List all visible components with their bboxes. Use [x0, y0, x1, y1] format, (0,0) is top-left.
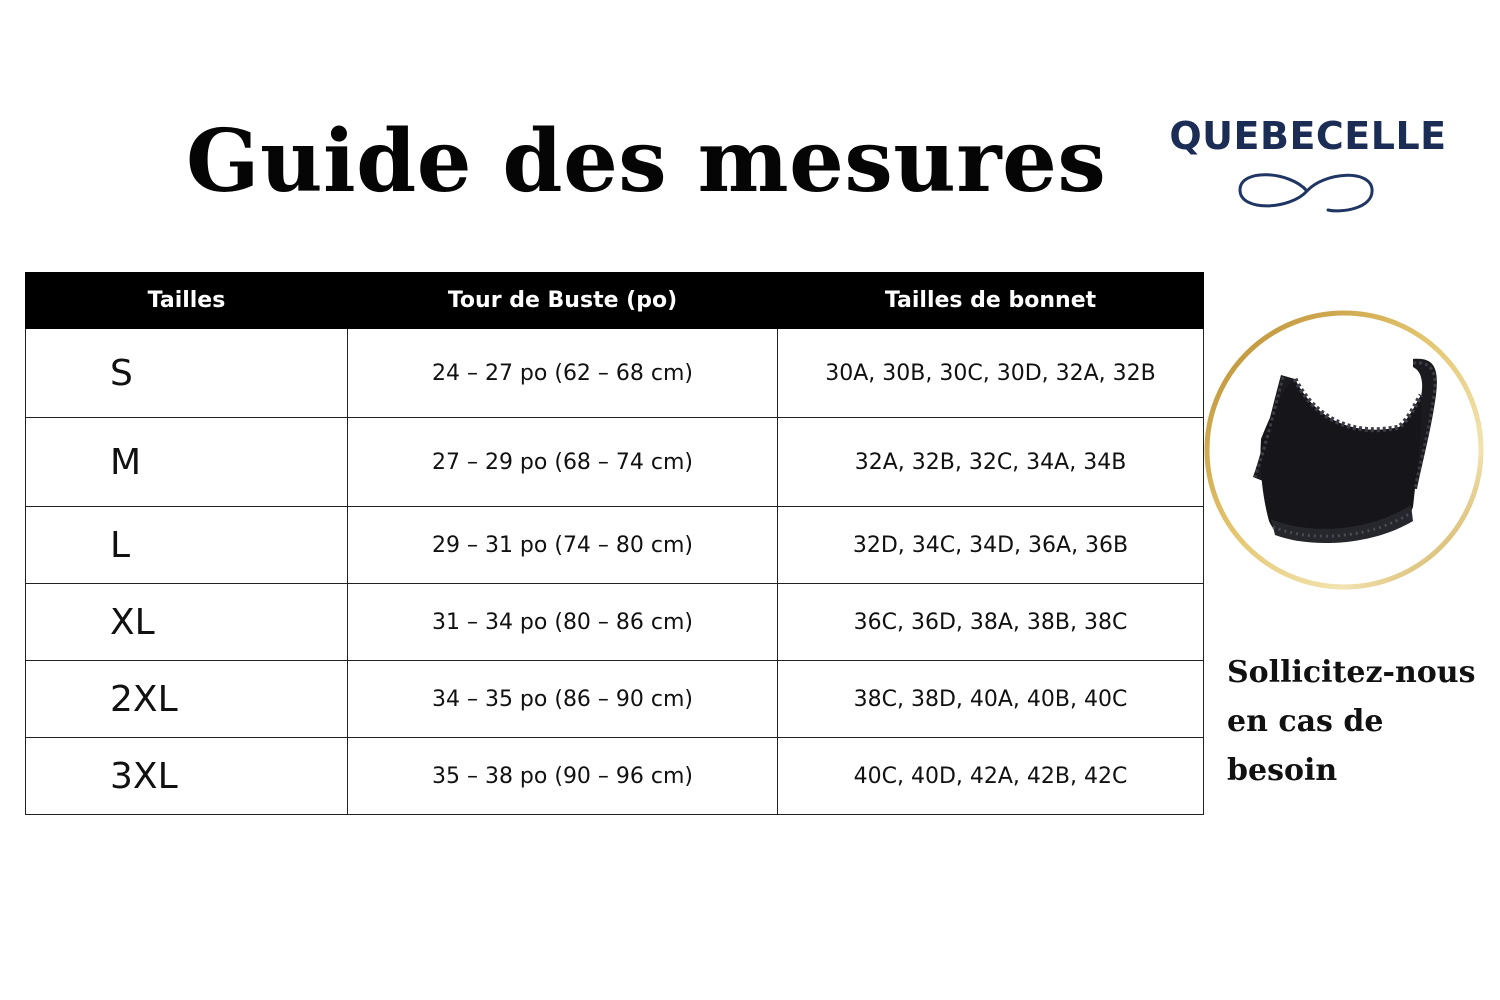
- cups-cell: 32D, 34C, 34D, 36A, 36B: [778, 507, 1204, 584]
- table-row: [26, 507, 1204, 584]
- size-cell: 3XL: [26, 738, 348, 815]
- header-cup-sizes: Tailles de bonnet: [778, 273, 1204, 329]
- cups-cell: 40C, 40D, 42A, 42B, 42C: [778, 738, 1204, 815]
- header-bust: Tour de Buste (po): [348, 273, 778, 329]
- size-cell: 2XL: [26, 661, 348, 738]
- page-title: Guide des mesures: [186, 111, 1107, 212]
- bust-cell: 27 – 29 po (68 – 74 cm): [348, 418, 778, 507]
- cups-cell: 32A, 32B, 32C, 34A, 34B: [778, 418, 1204, 507]
- size-guide-table: [25, 272, 1204, 815]
- quebecelle-logo: [1160, 112, 1460, 222]
- bust-cell: 35 – 38 po (90 – 96 cm): [348, 738, 778, 815]
- table-row: [26, 584, 1204, 661]
- size-cell: L: [26, 507, 348, 584]
- size-cell: S: [26, 329, 348, 418]
- size-cell: M: [26, 418, 348, 507]
- bust-cell: 31 – 34 po (80 – 86 cm): [348, 584, 778, 661]
- infinity-icon: [1232, 166, 1382, 216]
- header-sizes: Tailles: [26, 273, 348, 329]
- product-bra-image: [1203, 309, 1485, 591]
- size-cell: XL: [26, 584, 348, 661]
- bust-cell: 24 – 27 po (62 – 68 cm): [348, 329, 778, 418]
- bust-cell: 34 – 35 po (86 – 90 cm): [348, 661, 778, 738]
- help-message: Sollicitez-nous en cas de besoin: [1227, 655, 1476, 788]
- table-row: [26, 418, 1204, 507]
- table-row: [26, 329, 1204, 418]
- table-row: [26, 738, 1204, 815]
- cups-cell: 30A, 30B, 30C, 30D, 32A, 32B: [778, 329, 1204, 418]
- table-row: [26, 661, 1204, 738]
- cups-cell: 36C, 36D, 38A, 38B, 38C: [778, 584, 1204, 661]
- cups-cell: 38C, 38D, 40A, 40B, 40C: [778, 661, 1204, 738]
- bust-cell: 29 – 31 po (74 – 80 cm): [348, 507, 778, 584]
- table-header-row: [26, 273, 1204, 329]
- logo-wordmark: QUEBECELLE: [1169, 114, 1447, 158]
